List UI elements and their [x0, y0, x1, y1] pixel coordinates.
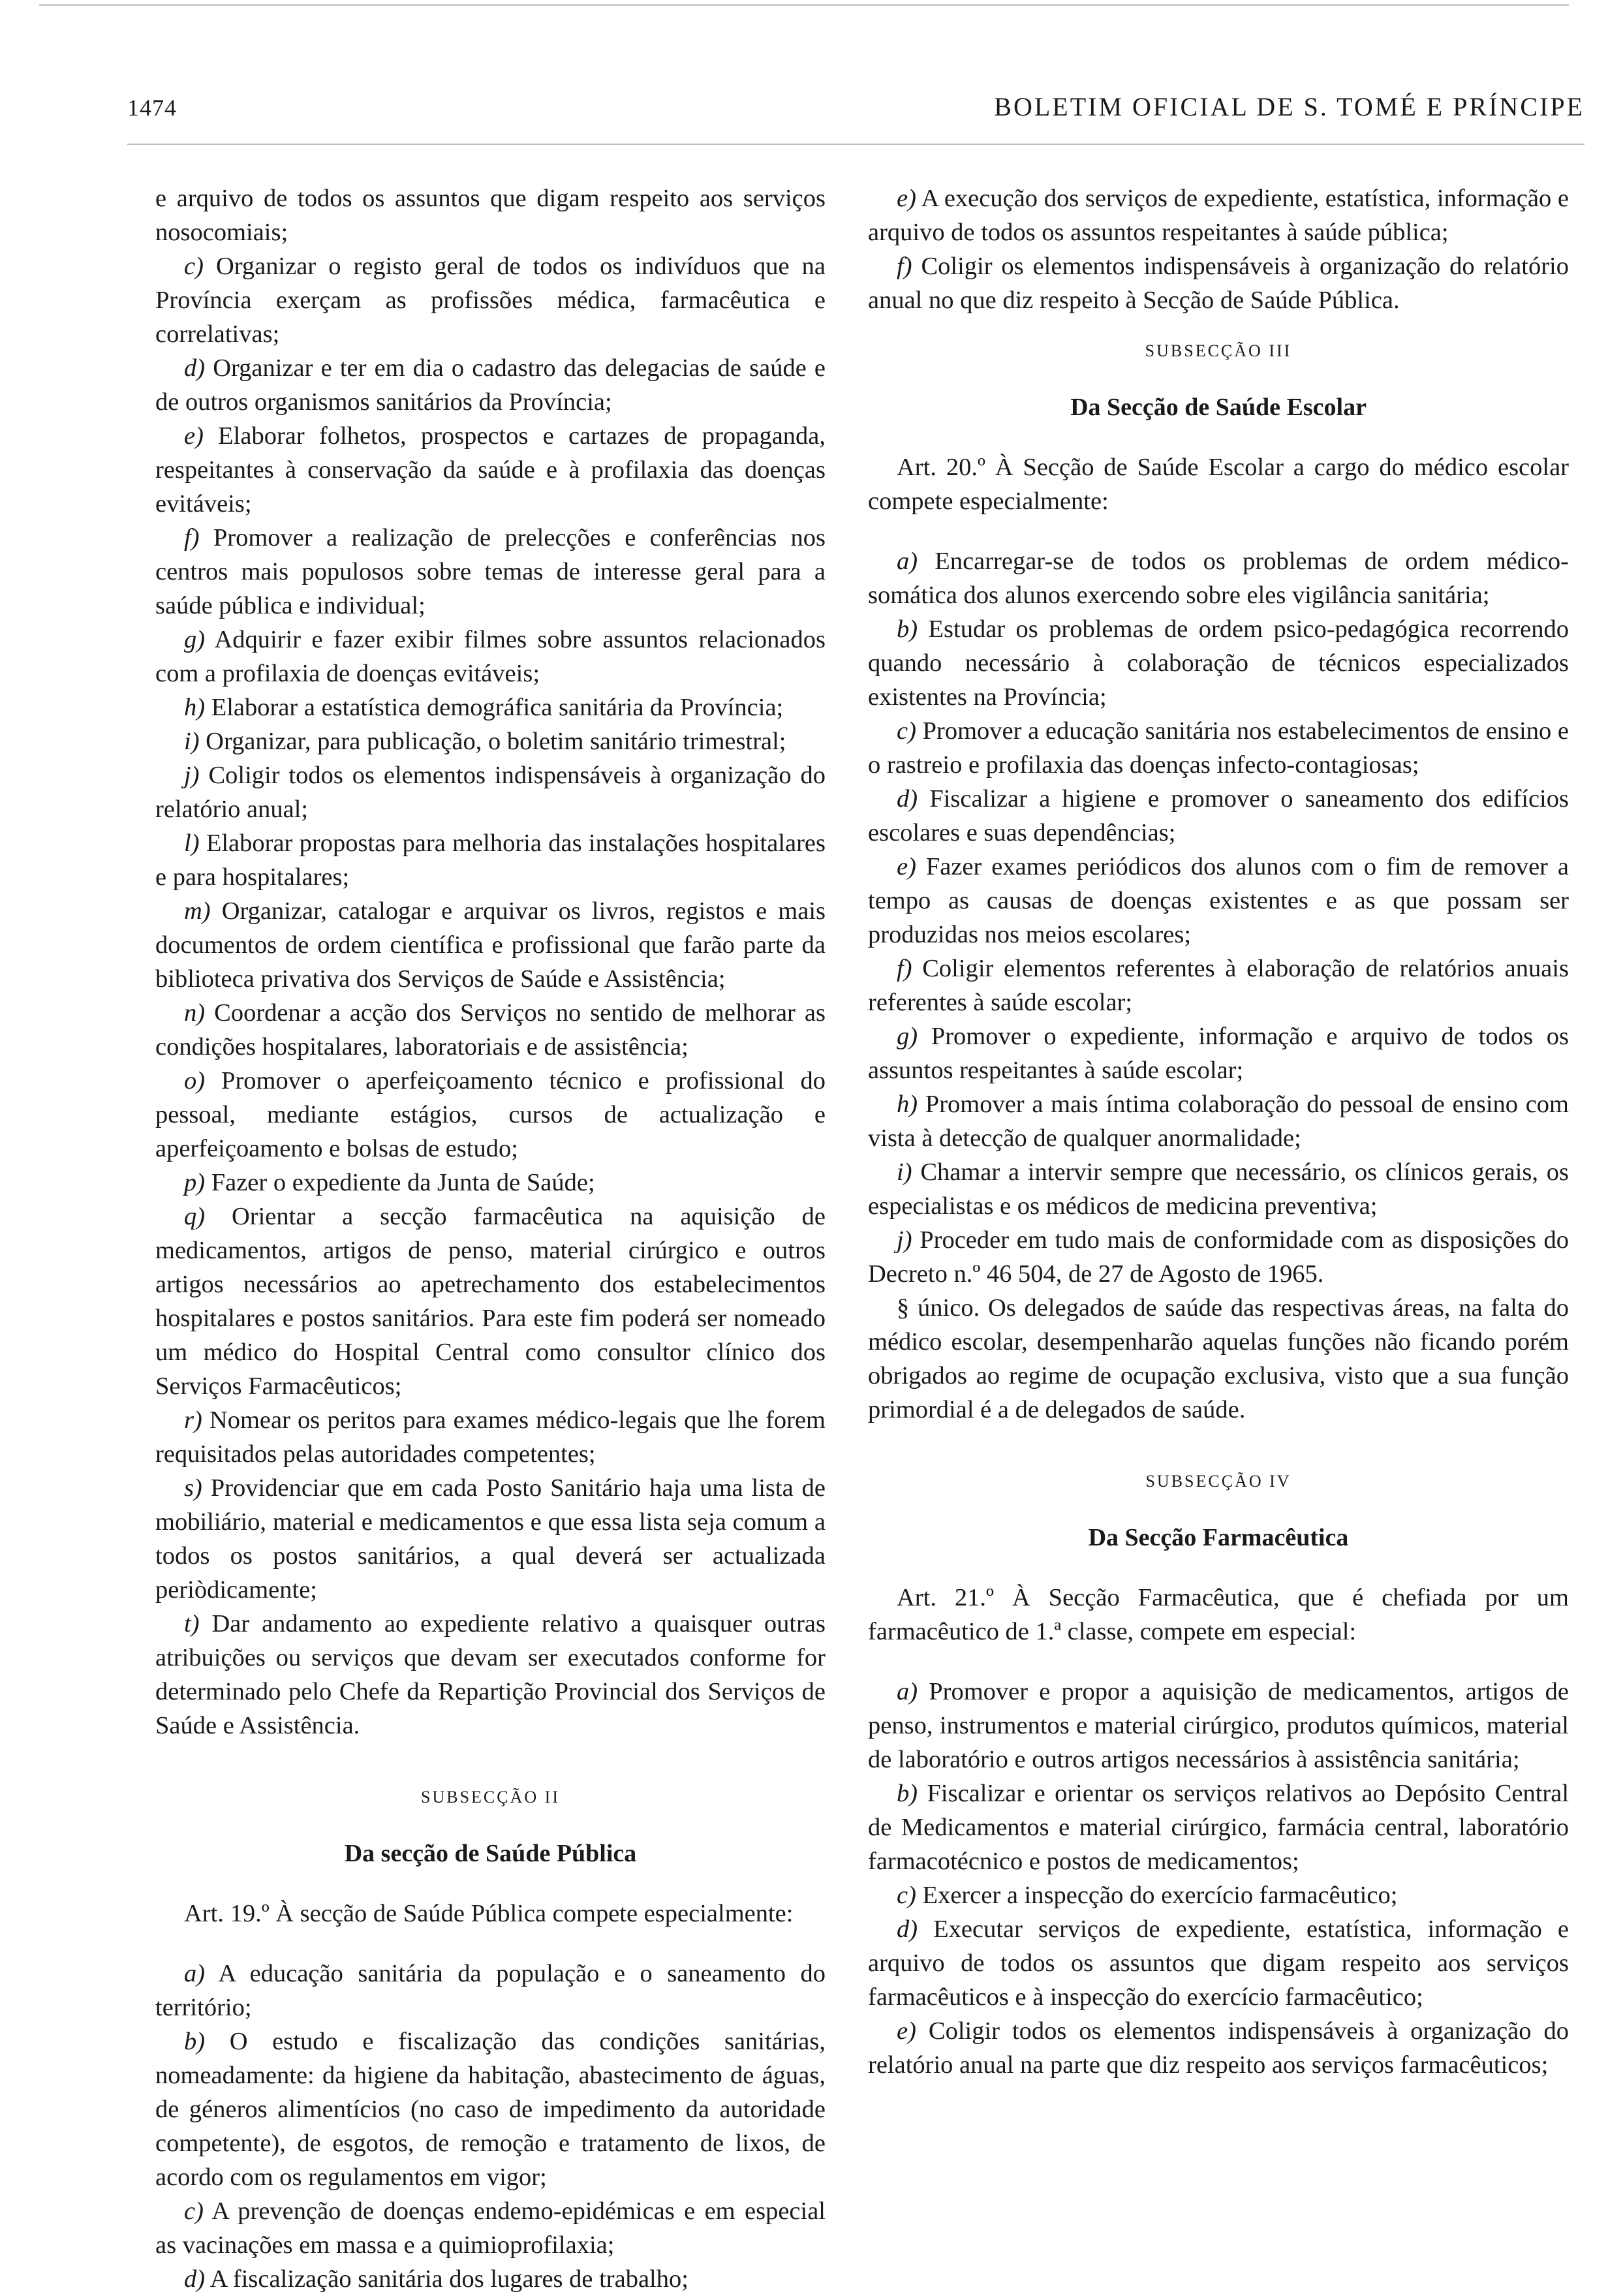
list-item: n) Coordenar a acção dos Serviços no sentido de melhorar as condições hospitalares, laboratoriais e de assistência;: [155, 999, 826, 1061]
list-item: c) Organizar o registo geral de todos os indivíduos que na Província exerçam as profissões médica, farmacêutica e correlativas;: [155, 253, 826, 348]
right-column: [868, 181, 1569, 2082]
left-column: [155, 181, 826, 2296]
list-item: f) Coligir os elementos indispensáveis à organização do relatório anual no que diz respeito à Secção de Saúde Pública.: [868, 253, 1569, 314]
list-item: g) Adquirir e fazer exibir filmes sobre assuntos relacionados com a profilaxia de doenças evitáveis;: [155, 626, 826, 687]
list-item: g) Promover o expediente, informação e arquivo de todos os assuntos respeitantes à saúde escolar;: [868, 1023, 1569, 1084]
list-item: h) Promover a mais íntima colaboração do pessoal de ensino com vista à detecção de qualquer anormalidade;: [868, 1091, 1569, 1152]
list-item: b) Fiscalizar e orientar os serviços relativos ao Depósito Central de Medicamentos e material cirúrgico, farmácia central, laboratório farmacotécnico e postos de medicamentos;: [868, 1780, 1569, 1875]
list-item: e) Elaborar folhetos, prospectos e cartazes de propaganda, respeitantes à conservação da saúde e à profilaxia das doenças evitáveis;: [155, 422, 826, 518]
section-title: Da secção de Saúde Pública: [344, 1840, 637, 1867]
list-item: d) Organizar e ter em dia o cadastro das delegacias de saúde e de outros organismos sanitários da Província;: [155, 354, 826, 416]
paragraph-unico: § único. Os delegados de saúde das respectivas áreas, na falta do médico escolar, desempenharão aquelas funções não ficando porém obrigados ao regime de ocupação exclusiva, visto que a sua função primordial é a de delegados de saúde.: [868, 1294, 1569, 1423]
list-item: j) Proceder em tudo mais de conformidade com as disposições do Decreto n.º 46 504, de 27 de Agosto de 1965.: [868, 1226, 1569, 1288]
list-item: c) Promover a educação sanitária nos estabelecimentos de ensino e o rastreio e profilaxia das doenças infecto-contagiosas;: [868, 717, 1569, 779]
header-rule: [127, 144, 1585, 145]
running-head: BOLETIM OFICIAL DE S. TOMÉ E PRÍNCIPE: [994, 92, 1585, 121]
subsection-label: SUBSECÇÃO IV: [1145, 1472, 1291, 1491]
list-item: e) Coligir todos os elementos indispensáveis à organização do relatório anual na parte que diz respeito aos serviços farmacêuticos;: [868, 2017, 1569, 2079]
list-item: j) Coligir todos os elementos indispensáveis à organização do relatório anual;: [155, 762, 826, 823]
list-item: h) Elaborar a estatística demográfica sanitária da Província;: [184, 694, 784, 721]
list-item: e) Fazer exames periódicos dos alunos com o fim de remover a tempo as causas de doenças existentes e as que possam ser produzidas nos meios escolares;: [868, 853, 1569, 948]
list-item: l) Elaborar propostas para melhoria das instalações hospitalares e para hospitalares;: [155, 830, 826, 891]
subsection-label: SUBSECÇÃO II: [421, 1788, 560, 1807]
list-item: d) Fiscalizar a higiene e promover o saneamento dos edifícios escolares e suas dependências;: [868, 785, 1569, 846]
list-item: i) Chamar a intervir sempre que necessário, os clínicos gerais, os especialistas e os médicos de medicina preventiva;: [868, 1158, 1569, 1220]
list-item: e arquivo de todos os assuntos que digam respeito aos serviços nosocomiais;: [155, 185, 826, 246]
section-title: Da Secção de Saúde Escolar: [1070, 394, 1367, 421]
list-item: a) Encarregar-se de todos os problemas de ordem médico-somática dos alunos exercendo sobre eles vigilância sanitária;: [868, 548, 1569, 609]
article-intro: Art. 21.º À Secção Farmacêutica, que é chefiada por um farmacêutico de 1.ª classe, compete em especial:: [868, 1584, 1569, 1645]
list-item: m) Organizar, catalogar e arquivar os livros, registos e mais documentos de ordem científica e profissional que farão parte da biblioteca privativa dos Serviços de Saúde e Assistência;: [155, 897, 826, 993]
list-item: i) Organizar, para publicação, o boletim sanitário trimestral;: [184, 728, 786, 755]
list-item: a) A educação sanitária da população e o saneamento do território;: [155, 1960, 826, 2021]
list-item: p) Fazer o expediente da Junta de Saúde;: [184, 1169, 595, 1196]
list-item: d) A fiscalização sanitária dos lugares de trabalho;: [184, 2265, 688, 2293]
list-item: b) Estudar os problemas de ordem psico-pedagógica recorrendo quando necessário à colaboração de técnicos especializados existentes na Província;: [868, 615, 1569, 711]
list-item: r) Nomear os peritos para exames médico-legais que lhe forem requisitados pelas autoridades competentes;: [155, 1406, 826, 1468]
list-item: f) Coligir elementos referentes à elaboração de relatórios anuais referentes à saúde escolar;: [868, 955, 1569, 1016]
article-intro: Art. 19.º À secção de Saúde Pública compete especialmente:: [184, 1900, 794, 1927]
subsection-label: SUBSECÇÃO III: [1145, 341, 1292, 360]
list-item: q) Orientar a secção farmacêutica na aquisição de medicamentos, artigos de penso, material cirúrgico e outros artigos necessários ao apetrechamento dos estabelecimentos hospitalares e postos sanitários. Para este fim poderá ser nomeado um médico do Hospital Central como consultor clínico dos Serviços Farmacêuticos;: [155, 1203, 826, 1400]
list-item: a) Promover e propor a aquisição de medicamentos, artigos de penso, instrumentos e material cirúrgico, produtos químicos, material de laboratório e outros artigos necessários à assistência sanitária;: [868, 1678, 1569, 1773]
list-item: c) Exercer a inspecção do exercício farmacêutico;: [897, 1882, 1398, 1909]
list-item: d) Executar serviços de expediente, estatística, informação e arquivo de todos os assuntos que digam respeito aos serviços farmacêuticos e à inspecção do exercício farmacêutico;: [868, 1916, 1569, 2011]
section-title: Da Secção Farmacêutica: [1088, 1524, 1349, 1551]
page-header: [127, 91, 1585, 131]
list-item: o) Promover o aperfeiçoamento técnico e profissional do pessoal, mediante estágios, cursos de actualização e aperfeiçoamento e bolsas de estudo;: [155, 1067, 826, 1162]
article-intro: Art. 20.º À Secção de Saúde Escolar a cargo do médico escolar compete especialmente:: [868, 454, 1569, 515]
list-item: f) Promover a realização de prelecções e conferências nos centros mais populosos sobre temas de interesse geral para a saúde pública e individual;: [155, 524, 826, 619]
list-item: e) A execução dos serviços de expediente, estatística, informação e arquivo de todos os assuntos respeitantes à saúde pública;: [868, 185, 1569, 246]
list-item: s) Providenciar que em cada Posto Sanitário haja uma lista de mobiliário, material e medicamentos e que essa lista seja comum a todos os postos sanitários, a qual deverá ser actualizada periòdicamente;: [155, 1474, 826, 1604]
page-number: 1474: [127, 95, 177, 121]
list-item: b) O estudo e fiscalização das condições sanitárias, nomeadamente: da higiene da habitação, abastecimento de águas, de géneros alimentícios (no caso de impedimento da autoridade competente), de esgotos, de remoção e tratamento de lixos, de acordo com os regulamentos em vigor;: [155, 2028, 826, 2191]
list-item: c) A prevenção de doenças endemo-epidémicas e em especial as vacinações em massa e a quimioprofilaxia;: [155, 2197, 826, 2259]
scan-top-edge: [39, 4, 1569, 6]
list-item: t) Dar andamento ao expediente relativo a quaisquer outras atribuições ou serviços que devam ser executados conforme for determinado pelo Chefe da Repartição Provincial dos Serviços de Saúde e Assistência.: [155, 1610, 826, 1739]
